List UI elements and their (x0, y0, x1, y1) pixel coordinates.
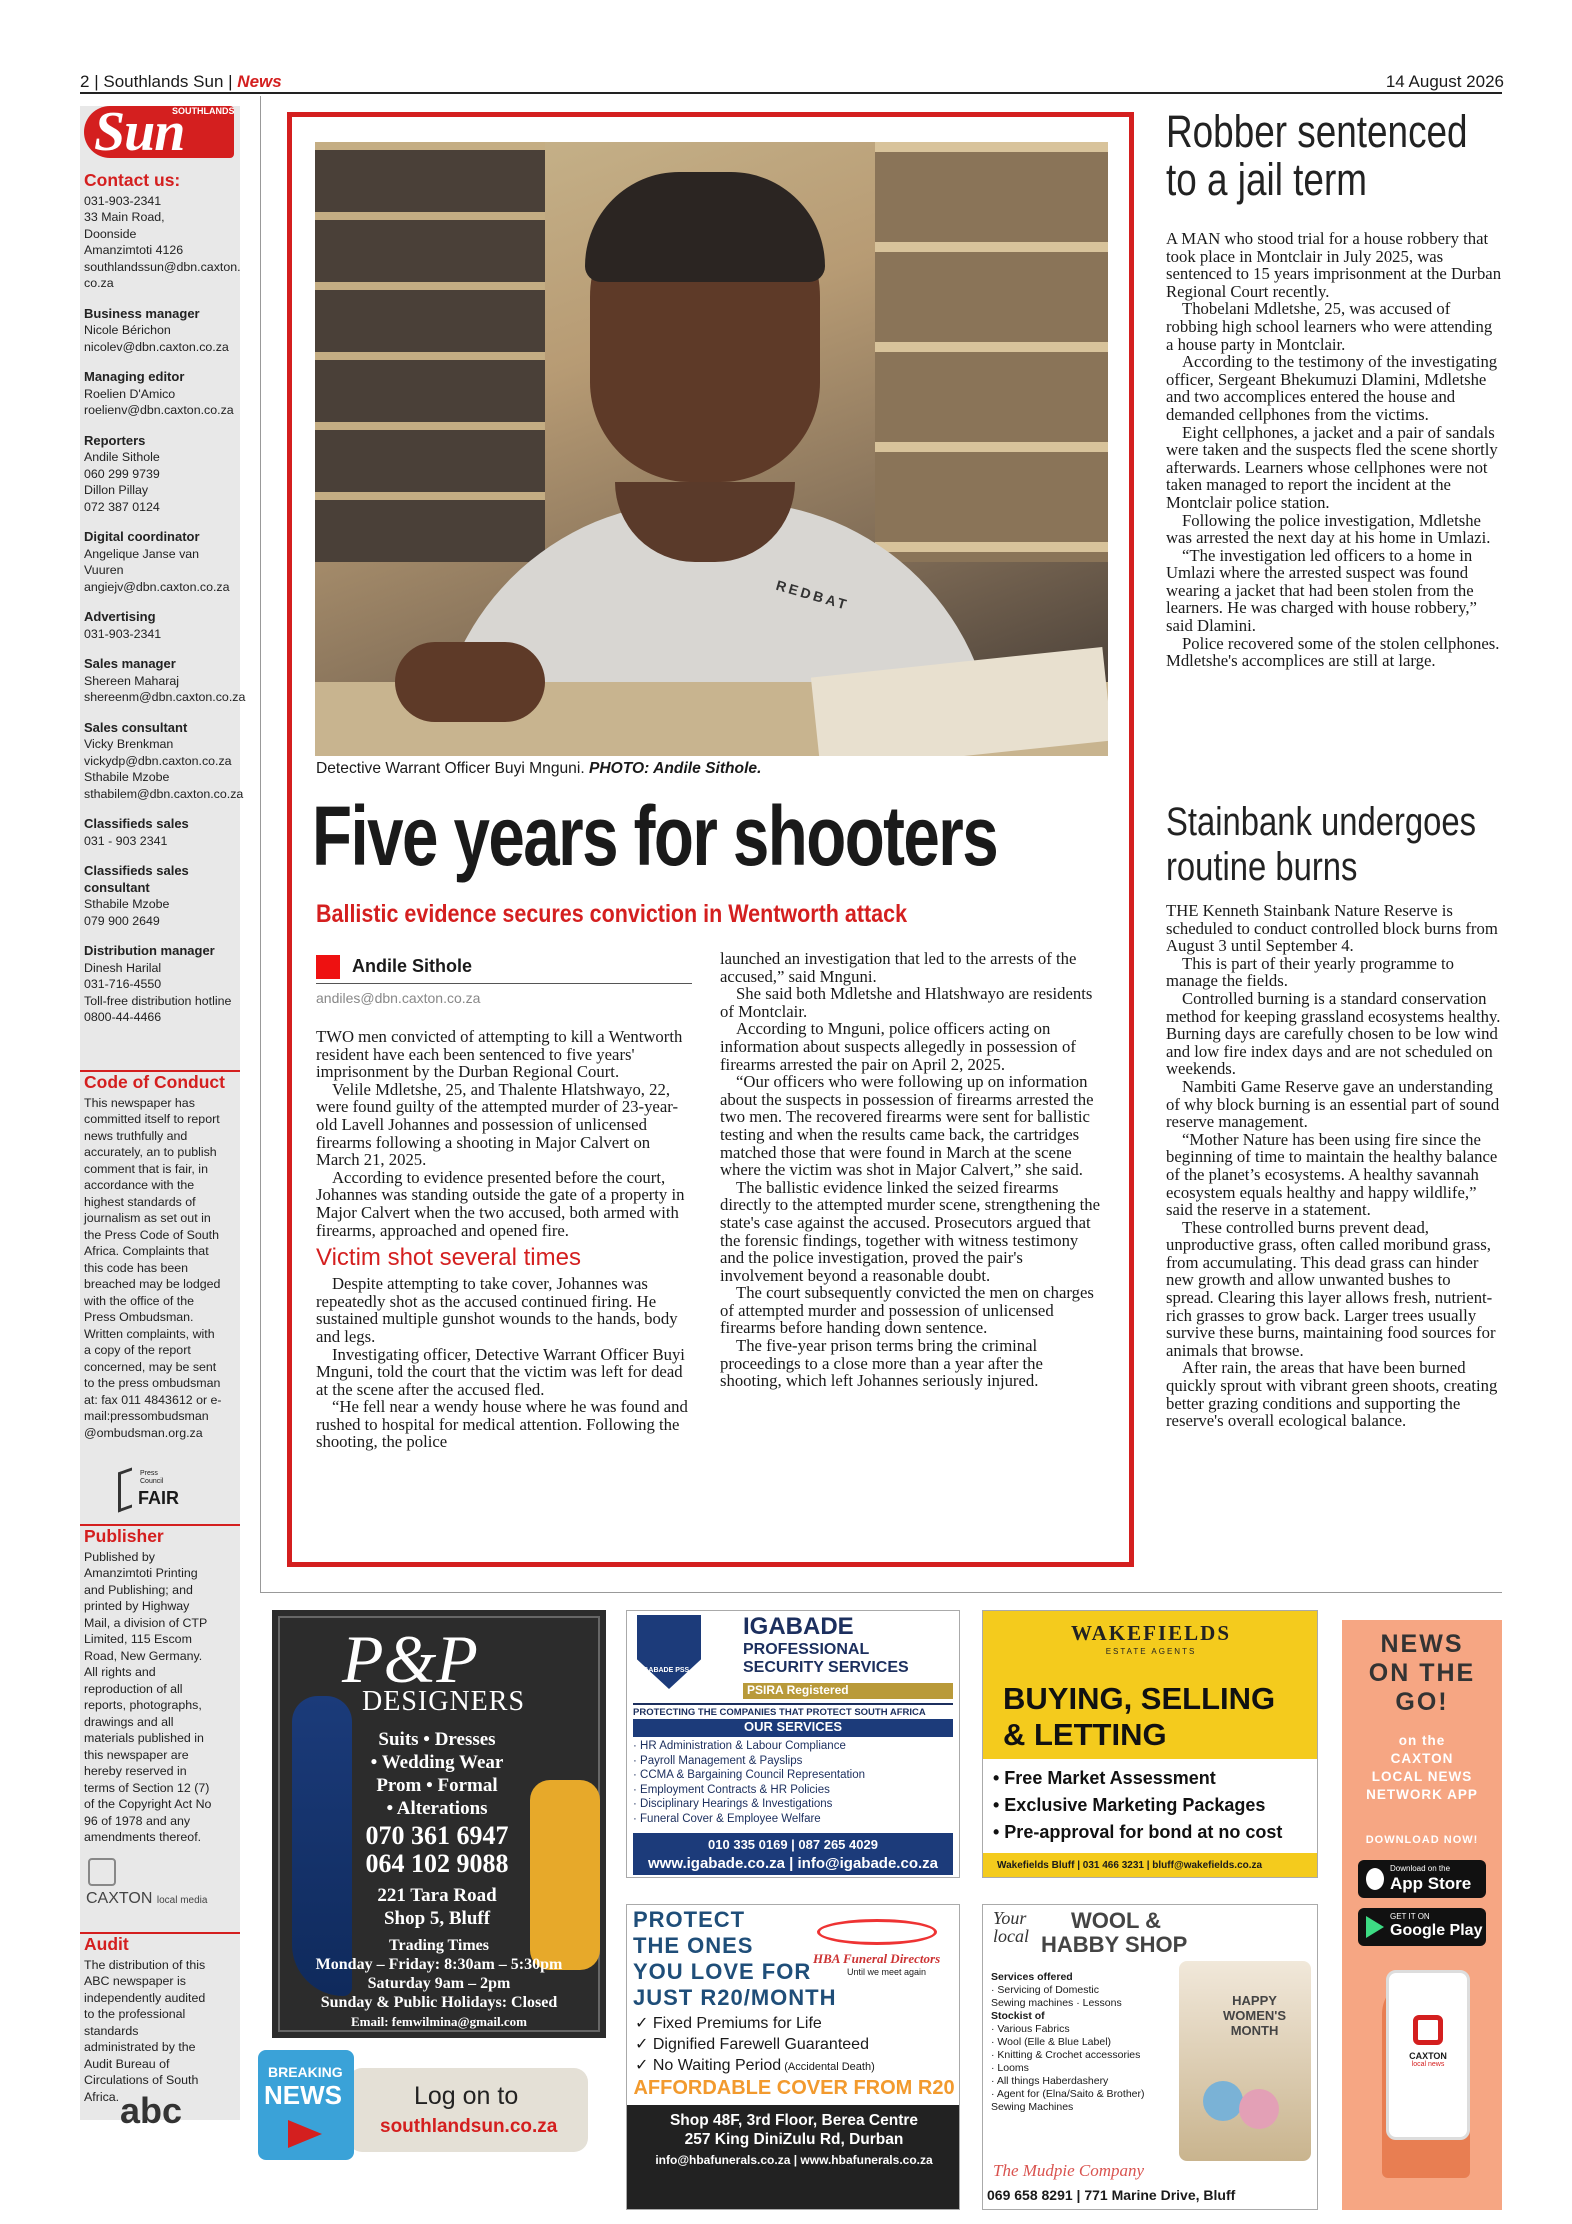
staff-detail: 031-716-4550 (84, 977, 162, 991)
paragraph: Eight cellphones, a jacket and a pair of sandals were taken and the suspects fled the scene shortly afterwards. Learners whose cellphones were not taken managed to report the incident at the Montclair police station. (1166, 422, 1498, 512)
header-rule (80, 92, 1502, 94)
staff-role: Business manager (84, 305, 200, 321)
sidebar-contact: Contact us: 031-903-2341 33 Main Road, Doonside Amanzimtoti 4126 southlandssun@dbn.caxton. co.za Business manager Nicole Bérichon nicolev@dbn.caxton.co.za Managing editor Roelien D'Amico roelienv@dbn.caxton.co.za Reporters Andile Sithole 060 299 9739 Dillon Pillay 072 387 0124 Digital coordinator Angelique Janse van Vuuren angiejv@dbn.caxton.co.za Advertising 031-903-2341 Sales manager Shereen Maharaj shereenm@dbn.caxton.co.za Sales consultant Vicky Brenkman vickydp@dbn.caxton.co.za Sthabile Mzobe sthabilem@dbn.caxton.co.za Classifieds sales 031 - 903 2341 Classifieds sales consultant Sthabile Mzobe 079 900 2649 Distribution manager Dinesh Harilal 031-716-4550 Toll-free distribution hotline 0800-44-4466 (84, 170, 246, 1024)
story-column-1 (316, 1028, 696, 1451)
paragraph: The court subsequently convicted the men on charges of attempted murder and possession of unlicensed firearms before handing down sentence. (720, 1283, 1094, 1338)
ad-pp-designers[interactable]: P&P DESIGNERS Suits • Dresses • Wedding Wear Prom • Formal • Alterations 070 361 6947 064 102 9088 221 Tara Road Shop 5, Bluff Trading Times Monday – Friday: 8:30am – 5:30pm Saturday 9am – 2pm Sunday & Public Holidays: Closed Email: femwilmina@gmail.com (272, 1610, 606, 2038)
google-play-button[interactable]: GET IT ON Google Play (1358, 1908, 1486, 1946)
ads-divider (260, 1592, 1502, 1593)
hba-item: ✓ Dignified Farewell Guaranteed (635, 2036, 869, 2053)
crosshead: Victim shot several times (316, 1244, 581, 1272)
subheadline: Ballistic evidence secures conviction in Wentworth attack (316, 900, 908, 928)
staff-role: Classifieds sales consultant (84, 863, 189, 895)
paragraph: Controlled burning is a standard conservation method for keeping grassland ecosystems healthy. Burning days are carefully chosen to be low wind and low fire index days and are not scheduled on weekends. (1166, 988, 1501, 1079)
ad-wool-shop[interactable]: Your local WOOL & HABBY SHOP Services offered · Servicing of Domestic Sewing machines · Lessons Stockist of · Various Fabrics · Wool (Elle & Blue Label) · Knitting & Crochet accessories · Looms · All things Haberdashery · Agent for (Elna/Saito & Brother) Sewing Machines HAPPY WOMEN'S MONTH The Mudpie Company 069 658 8291 | 771 Marine Drive, Bluff (982, 1904, 1318, 2210)
staff-detail: 0800-44-4466 (84, 1010, 162, 1024)
wakefields-item: • Free Market Assessment (993, 1768, 1216, 1788)
ad-hba-funeral[interactable]: PROTECT THE ONES YOU LOVE FOR JUST R20/MONTH HBA Funeral Directors Until we meet again ✓ Fixed Premiums for Life ✓ Dignified Farewell Guaranteed ✓ No Waiting Period (Accidental Death) AFFORDABLE COVER FROM R20 Shop 48F, 3rd Floor, Berea Centre 257 King DiniZulu Rd, Durban info@hbafunerals.co.za | www.hbafunerals.co.za (626, 1904, 960, 2210)
stainbank-headline: Stainbank undergoes routine burns (1166, 800, 1477, 889)
byline-rule (316, 983, 692, 984)
page-header: 2 | Southlands Sun | News (80, 72, 282, 91)
paragraph: launched an investigation that led to the arrests of the accused,” said Mnguni. (720, 949, 1077, 986)
staff-detail: Dinesh Harilal (84, 960, 162, 975)
ad-igabade[interactable]: IGABADE PSS IGABADE PROFESSIONAL SECURITY SERVICES PSIRA Registered PROTECTING THE COMPANIES THAT PROTECT SOUTH AFRICA OUR SERVICES · HR Administration & Labour Compliance · Payroll Management & Payslips · CCMA & Bargaining Council Representation · Employment Contracts & HR Policies · Disciplinary Hearings & Investigations · Funeral Cover & Employee Welfare 010 335 0169 | 087 265 4029 www.igabade.co.za | info@igabade.co.za (626, 1610, 960, 1878)
abc-logo: abc (120, 2090, 183, 2131)
code-of-conduct: Code of Conduct This newspaper has committed itself to report news truthfully and accurately, an to publish comment that is fair, in accordance with the highest standards of journalism as set out in the Press Code of South Africa. Complaints that this code has been breached may be lodged with the office of the Press Ombudsman. Written complaints, with a copy of the report concerned, may be sent to the press ombudsman at: fax 011 4843612 or e-mail:pressombudsman @ombudsman.org.za (84, 1072, 225, 1440)
audit-info: Audit The distribution of this ABC newspaper is independently audited to the professional standards administrated by the Audit Bureau of Circulations of South Africa. (84, 1934, 206, 2104)
robber-headline: Robber sentenced to a jail term (1166, 106, 1468, 205)
paragraph: Thobelani Mdletshe, 25, was accused of robbing high school learners who were attending a house party in Montclair. (1166, 299, 1493, 354)
stainbank-story (1166, 902, 1502, 1430)
column-rule (260, 96, 261, 1592)
staff-detail: angiejv@dbn.caxton.co.za (84, 579, 230, 594)
contact-line: Amanzimtoti 4126 (84, 243, 184, 257)
staff-detail: Andile Sithole (84, 450, 160, 464)
service-item: · Disciplinary Hearings & Investigations (633, 1798, 833, 1810)
yarn-photo (1179, 1961, 1311, 2161)
paragraph: TWO men convicted of attempting to kill a Wentworth resident have each been sentenced to five years' imprisonment by the Durban Regional Court. (316, 1027, 683, 1082)
hba-note: (Accidental Death) (781, 2061, 875, 2073)
staff-entry (84, 369, 236, 419)
staff-role: Advertising (84, 609, 156, 624)
press-council-logo: Press Council FAIR (118, 1470, 198, 1514)
service-item: · Funeral Cover & Employee Welfare (633, 1812, 821, 1825)
shirt-text: REDBAT (774, 576, 852, 614)
hba-item: ✓ No Waiting Period (Accidental Death) (635, 2057, 875, 2074)
stock-item: · Looms (991, 2062, 1029, 2074)
breaking-news-banner[interactable]: BREAKING NEWS Log on to southlandsun.co.za (258, 2050, 598, 2200)
staff-detail: 031 - 903 2341 (84, 833, 168, 848)
staff-detail: Shereen Maharaj (84, 673, 180, 688)
stock-item: · Knitting & Crochet accessories (991, 2049, 1141, 2061)
ad-wakefields[interactable]: WAKEFIELDS ESTATE AGENTS BUYING, SELLING & LETTING • Free Market Assessment • Exclusive Marketing Packages • Pre-approval for bond at no cost Wakefields Bluff | 031 466 3231 | bluff@wakefields.co.za (982, 1610, 1318, 1878)
paragraph: “The investigation led officers to a home in Umlazi where the arrested suspect was found wearing a jacket that had been stolen from the learners. He was charged with house robbery,” said Dlamini. (1166, 545, 1477, 636)
staff-detail: Vicky Brenkman (84, 737, 174, 751)
stock-item: · All things Haberdashery (991, 2075, 1109, 2087)
staff-role: Reporters (84, 432, 146, 448)
staff-role: Classifieds sales (84, 816, 189, 831)
issue-date: 14 August 2026 (1385, 72, 1504, 91)
paragraph: According to the testimony of the investigating officer, Sergeant Bhekumuzi Dlamini, Mdletshe and two accomplices entered the house and demanded cellphones from the victims. (1166, 352, 1498, 424)
byline-email: andiles@dbn.caxton.co.za (316, 990, 481, 1006)
staff-detail: Roelien D'Amico (84, 386, 176, 401)
section-name: News (237, 72, 282, 91)
staff-detail: Sthabile Mzobe (84, 770, 170, 784)
app-store-button[interactable]: Download on the App Store (1358, 1860, 1486, 1898)
paragraph: According to evidence presented before the court, Johannes was standing outside the gate of a property in Major Calvert when the two accused, both armed with firearms, approached and opened fire. (316, 1167, 685, 1240)
contact-line: 031-903-2341 (84, 193, 162, 208)
staff-entry (84, 816, 236, 849)
paragraph: These controlled burns prevent dead, unproductive grass, often called moribund grass, from accumulating. This dead grass can hinder new growth and allow unwanted bushes to spread. Clearing this layer allows fresh, nutrient-rich grasses to grow back. Larger trees usually survive these burns, maintaining food sources for animals that browse. (1166, 1217, 1496, 1360)
staff-detail: roelienv@dbn.caxton.co.za (84, 403, 234, 417)
staff-detail: shereenm@dbn.caxton.co.za (84, 690, 246, 704)
staff-detail: vickydp@dbn.caxton.co.za (84, 753, 232, 768)
paragraph: After rain, the areas that have been burned quickly sprout with vibrant green shoots, creating better grazing conditions and supporting the reserve's overall ecological balance. (1166, 1358, 1498, 1431)
phone-illustration: CAXTON local news (1386, 1970, 1470, 2140)
staff-detail: nicolev@dbn.caxton.co.za (84, 339, 229, 354)
staff-role: Managing editor (84, 369, 185, 384)
paragraph: The ballistic evidence linked the seized firearms directly to the attempted murder scene, strengthening the state's case against the accused. Prosecutors argued that the forensic findings, together with witness testimony and the police investigation, proved the pair's involvement beyond a reasonable doubt. (720, 1177, 1100, 1285)
photo-caption: Detective Warrant Officer Buyi Mnguni. PHOTO: Andile Sithole. (316, 760, 762, 777)
paragraph: Velile Mdletshe, 25, and Thalente Hlatshwayo, 22, were found guilty of the attempted murder of 23-year-old Lavell Johannes and possession of unlicensed firearms following a shooting in Major Calvert on March 21, 2025. (316, 1079, 679, 1170)
staff-role: Sales manager (84, 656, 176, 671)
contact-line: 33 Main Road, (84, 210, 165, 224)
wakefields-item: • Pre-approval for bond at no cost (993, 1822, 1283, 1842)
paragraph: “Our officers who were following up on information about the suspects in possession of firearms arrested the two men. The recovered firearms were sent for ballistic testing and when the results came back, the cartridges matched those that were found in March at the scene where the victim was shot in Major Calvert,” she said. (720, 1072, 1094, 1180)
stock-item: Sewing Machines (991, 2101, 1074, 2113)
staff-entry (84, 943, 236, 1026)
contact-line: southlandssun@dbn.caxton. (84, 259, 241, 274)
staff-entry (84, 433, 236, 516)
contact-line: co.za (84, 276, 114, 290)
sun-logo: SOUTHLANDS Sun (80, 106, 240, 158)
hba-item: ✓ Fixed Premiums for Life (635, 2015, 822, 2032)
infinity-logo (817, 1919, 937, 1945)
shield-icon (637, 1615, 701, 1689)
stock-item: · Agent for (Elna/Saito & Brother) (991, 2088, 1145, 2100)
paragraph: THE Kenneth Stainbank Nature Reserve is scheduled to conduct controlled block burns from August 3 until September 4. (1166, 901, 1498, 956)
paragraph: According to Mnguni, police officers acting on information about suspects allegedly in possession of firearms arrested the pair on April 2, 2025. (720, 1019, 1076, 1074)
paragraph: Despite attempting to take cover, Johannes was repeatedly shot as the accused continued firing. He sustained multiple gunshot wounds to the hands, body and legs. (316, 1274, 678, 1346)
service-item: · Employment Contracts & HR Policies (633, 1783, 830, 1796)
contact-line: Doonside (84, 226, 137, 241)
staff-role: Digital coordinator (84, 529, 200, 544)
staff-detail: Dillon Pillay (84, 483, 149, 497)
staff-detail: Nicole Bérichon (84, 323, 171, 337)
paragraph: The five-year prison terms bring the criminal proceedings to a close more than a year after the shooting, which left Johannes seriously injured. (720, 1336, 1043, 1391)
robber-story (1166, 230, 1502, 670)
paragraph: Police recovered some of the stolen cellphones. Mdletshe's accomplices are still at large. (1166, 633, 1500, 671)
paragraph: Investigating officer, Detective Warrant Officer Buyi Mnguni, told the court that the victim was left for dead at the scene after the accused fled. (316, 1344, 685, 1399)
stock-item: · Various Fabrics (991, 2023, 1070, 2035)
ad-caxton-app[interactable]: NEWS ON THE GO! on the CAXTON LOCAL NEWS NETWORK APP DOWNLOAD NOW! Download on the App Store GET IT ON Google Play CAXTON local news (1342, 1620, 1502, 2210)
story-column-2 (720, 950, 1100, 1390)
byline: Andile Sithole (352, 956, 473, 976)
staff-entry (84, 306, 236, 356)
wakefields-item: • Exclusive Marketing Packages (993, 1795, 1266, 1815)
paragraph: This is part of their yearly programme to manage the fields. (1166, 953, 1455, 991)
staff-detail: Toll-free distribution hotline (84, 993, 232, 1008)
staff-detail: Sthabile Mzobe (84, 897, 170, 911)
paragraph: Following the police investigation, Mdletshe was arrested the next day at his home in Umlazi. (1166, 510, 1491, 548)
staff-role: Distribution manager (84, 943, 215, 958)
paragraph: “He fell near a wendy house where he was found and rushed to hospital for medical attention. Following the shooting, the police (316, 1397, 688, 1452)
service-item: · Payroll Management & Payslips (633, 1754, 803, 1767)
play-icon (1366, 1916, 1384, 1938)
staff-detail: 072 387 0124 (84, 499, 160, 514)
staff-entry (84, 719, 244, 803)
byline-marker (316, 955, 340, 979)
staff-detail: 079 900 2649 (84, 913, 160, 928)
caxton-logo: CAXTON local media (84, 1858, 236, 1910)
officer-photo (315, 142, 1108, 756)
paragraph: Nambiti Game Reserve gave an understanding of why block burning is an essential part of sound reserve management. (1166, 1076, 1500, 1132)
staff-entry (84, 529, 236, 595)
paragraph: A MAN who stood trial for a house robbery that took place in Montclair in July 2025, was sentenced to 15 years imprisonment at the Durban Regional Court recently. (1166, 229, 1502, 301)
staff-entry (84, 609, 236, 642)
service-item: · CCMA & Bargaining Council Representation (633, 1769, 866, 1781)
staff-role: Sales consultant (84, 719, 188, 735)
publisher-info: Publisher Published by Amanzimtoti Printing and Publishing; and printed by Highway Mail, a division of CTP Limited, 115 Escom Road, New Germany. All rights and reproduction of all reports, photographs, drawings and all materials published in this newspaper are hereby reserved in terms of Section 12 (7) of the Copyright Act No 96 of 1978 and any amendments thereof. (84, 1526, 212, 1844)
staff-entry (84, 656, 246, 706)
staff-detail: 060 299 9739 (84, 466, 160, 481)
paragraph: “Mother Nature has been using fire since the beginning of time to maintain the healthy balance of the planet’s ecosystems. A healthy savannah ecosystem equals healthy and happy wildlife,” said the reserve in a statement. (1166, 1129, 1498, 1220)
stock-item: · Wool (Elle & Blue Label) (991, 2036, 1112, 2048)
staff-detail: Angelique Janse van Vuuren (84, 546, 200, 577)
paragraph: She said both Mdletshe and Hlatshwayo are residents of Montclair. (720, 984, 1093, 1021)
service-item: · HR Administration & Labour Compliance (633, 1740, 846, 1752)
staff-entry (84, 863, 236, 929)
staff-detail: 031-903-2341 (84, 626, 162, 641)
headline: Five years for shooters (312, 789, 998, 883)
staff-detail: sthabilem@dbn.caxton.co.za (84, 786, 244, 801)
apple-icon (1366, 1868, 1384, 1890)
